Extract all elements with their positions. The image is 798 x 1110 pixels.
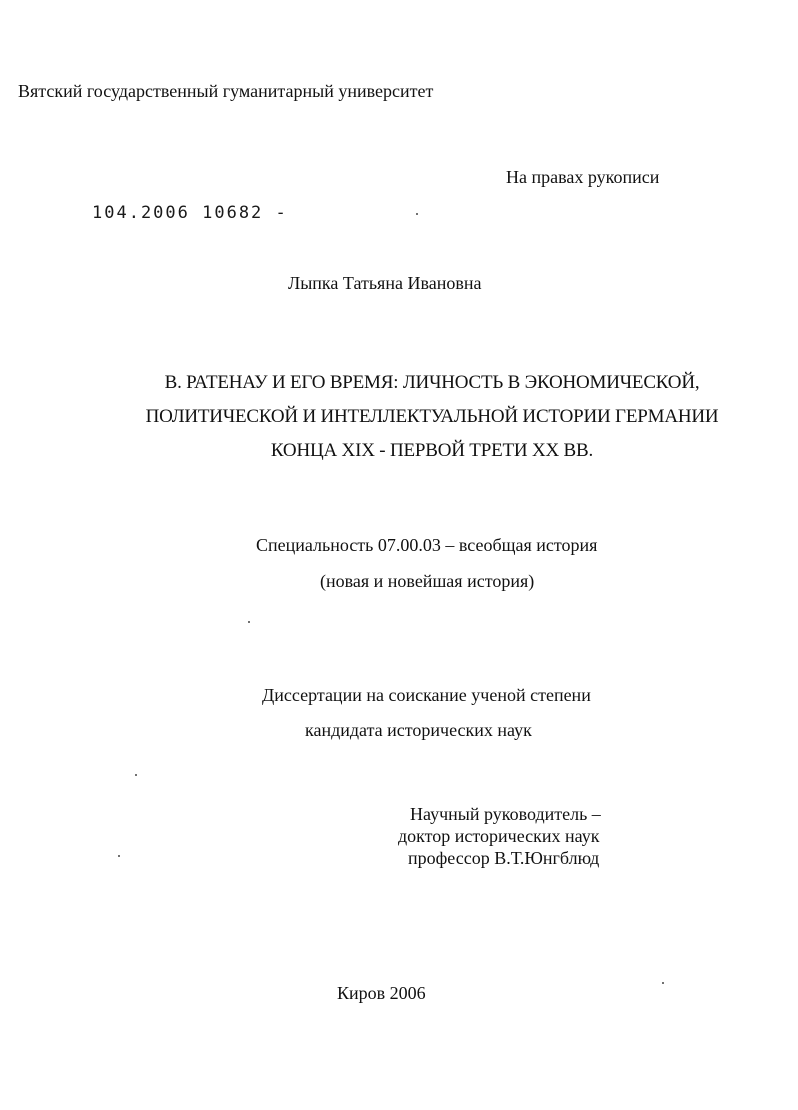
title-line-2: ПОЛИТИЧЕСКОЙ И ИНТЕЛЛЕКТУАЛЬНОЙ ИСТОРИИ ГЕРМАНИИ <box>145 406 719 427</box>
title-line-1: В. РАТЕНАУ И ЕГО ВРЕМЯ: ЛИЧНОСТЬ В ЭКОНОМИЧЕСКОЙ, <box>164 372 700 393</box>
rights-notice: На правах рукописи <box>506 167 660 187</box>
dissertation-title <box>0 366 798 468</box>
archive-stamp: 104.2006 10682 - <box>92 203 288 223</box>
title-line-3: КОНЦА XIX - ПЕРВОЙ ТРЕТИ XX ВВ. <box>270 440 594 461</box>
degree-line-2: кандидата исторических наук <box>305 720 532 740</box>
city-year: Киров 2006 <box>337 983 426 1003</box>
author-name: Лыпка Татьяна Ивановна <box>288 273 482 293</box>
advisor-name: профессор В.Т.Юнгблюд <box>408 848 600 868</box>
scan-speck <box>248 621 250 623</box>
advisor-degree: доктор исторических наук <box>398 826 600 846</box>
scan-speck <box>135 774 137 776</box>
scan-speck <box>118 855 120 857</box>
university-name: Вятский государственный гуманитарный университет <box>18 81 434 101</box>
scan-speck <box>662 982 664 984</box>
specialty: Специальность 07.00.03 – всеобщая история <box>256 535 598 555</box>
advisor-role: Научный руководитель – <box>410 804 601 824</box>
degree-line-1: Диссертации на соискание ученой степени <box>262 685 591 705</box>
scan-speck <box>416 213 418 215</box>
advisor-block <box>398 803 601 869</box>
specialty-subtitle: (новая и новейшая история) <box>320 571 535 591</box>
